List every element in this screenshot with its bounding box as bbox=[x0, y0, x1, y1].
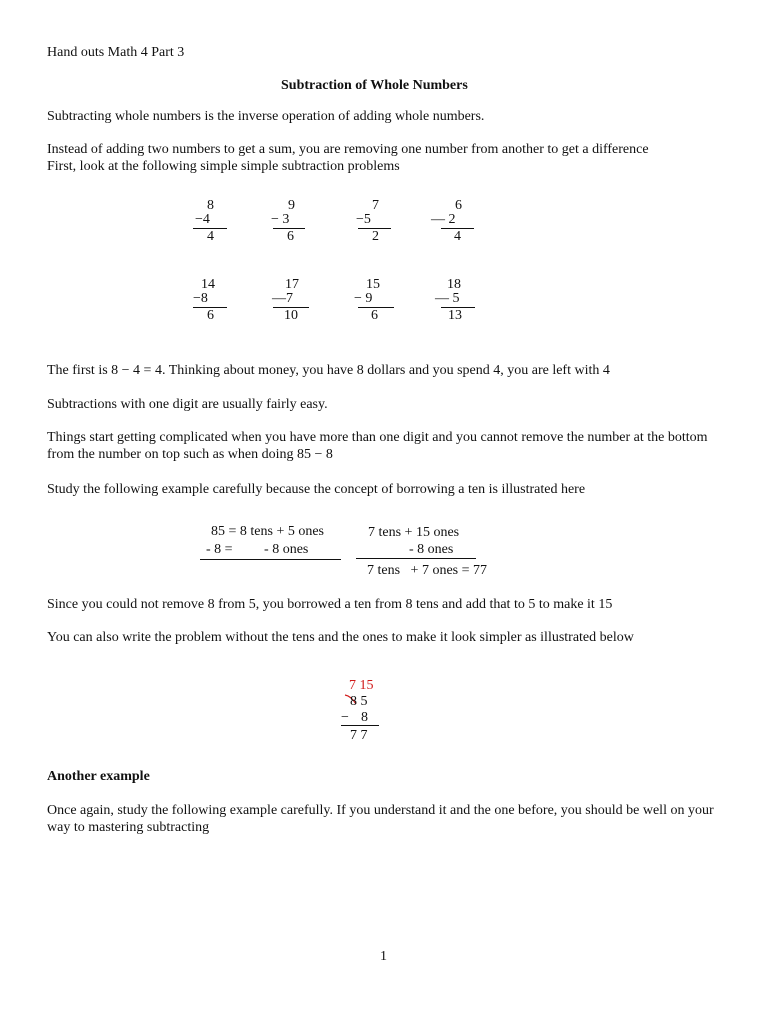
problem-subtrahend: − 9 bbox=[354, 291, 373, 306]
problem-answer: 10 bbox=[284, 308, 298, 323]
paragraph-intro: Subtracting whole numbers is the inverse operation of adding whole numbers. bbox=[47, 109, 485, 124]
problem-card bbox=[356, 198, 416, 254]
borrow-result: 7 tens + 7 ones = 77 bbox=[367, 563, 488, 578]
problem-minuend: 8 bbox=[207, 198, 214, 213]
problem-subtrahend: —7 bbox=[272, 291, 293, 306]
paragraph-borrow-explanation: Since you could not remove 8 from 5, you borrowed a ten from 8 tens and add that to 5 to make it 15 bbox=[47, 597, 613, 612]
problem-subtrahend: − 3 bbox=[271, 212, 290, 227]
section-heading: Another example bbox=[47, 769, 150, 784]
borrow-right-line2: - 8 ones bbox=[409, 542, 454, 557]
problem-card bbox=[271, 198, 331, 254]
problem-card bbox=[431, 198, 491, 254]
document-header: Hand outs Math 4 Part 3 bbox=[47, 45, 185, 60]
problem-answer: 4 bbox=[207, 229, 214, 244]
problem-minuend: 6 bbox=[455, 198, 462, 213]
problem-answer: 4 bbox=[454, 229, 461, 244]
paragraph-money-example: The first is 8 − 4 = 4. Thinking about money, you have 8 dollars and you spend 4, you are left with 4 bbox=[47, 363, 610, 378]
problem-card bbox=[271, 277, 331, 333]
problem-answer: 6 bbox=[371, 308, 378, 323]
problem-answer: 6 bbox=[207, 308, 214, 323]
problem-subtrahend: −4 bbox=[195, 212, 210, 227]
simple-subtrahend: 8 bbox=[361, 710, 368, 725]
simple-rule bbox=[341, 725, 379, 726]
problem-minuend: 15 bbox=[366, 277, 380, 292]
borrow-left-rule bbox=[200, 559, 341, 560]
paragraph-difference: Instead of adding two numbers to get a sum, you are removing one number from another to get a difference bbox=[47, 142, 649, 157]
problem-card bbox=[354, 277, 414, 333]
problem-answer: 13 bbox=[448, 308, 462, 323]
paragraph-once-again: Once again, study the following example carefully. If you understand it and the one before, you should be well on your way to mastering subtracting bbox=[47, 803, 714, 835]
problem-subtrahend: — 2 bbox=[431, 212, 456, 227]
page-number: 1 bbox=[380, 949, 387, 964]
problem-minuend: 9 bbox=[288, 198, 295, 213]
problem-subtrahend: −8 bbox=[193, 291, 208, 306]
problem-minuend: 14 bbox=[201, 277, 215, 292]
paragraph-borrowing-intro: Study the following example carefully because the concept of borrowing a ten is illustrated here bbox=[47, 482, 586, 497]
problem-card bbox=[435, 277, 495, 333]
page-title: Subtraction of Whole Numbers bbox=[281, 78, 468, 93]
paragraph-simpler-form: You can also write the problem without the tens and the ones to make it look simpler as illustrated below bbox=[47, 630, 634, 645]
problem-subtrahend: −5 bbox=[356, 212, 371, 227]
paragraph-simple-problems: First, look at the following simple simple subtraction problems bbox=[47, 159, 400, 174]
problem-minuend: 7 bbox=[372, 198, 379, 213]
problem-card bbox=[191, 277, 251, 333]
problem-answer: 6 bbox=[287, 229, 294, 244]
problem-card bbox=[193, 198, 253, 254]
problem-minuend: 17 bbox=[285, 277, 299, 292]
borrow-marks: 7 15 bbox=[349, 678, 374, 693]
simple-answer: 7 7 bbox=[350, 728, 368, 743]
problem-answer: 2 bbox=[372, 229, 379, 244]
paragraph-complicated: Things start getting complicated when you have more than one digit and you cannot remove the number at the bottom from the number on top such as when doing 85 − 8 bbox=[47, 430, 708, 462]
borrow-right-rule bbox=[356, 558, 476, 559]
simple-minus-sign: − bbox=[341, 710, 349, 725]
problem-subtrahend: — 5 bbox=[435, 291, 460, 306]
borrow-right-line1: 7 tens + 15 ones bbox=[368, 525, 460, 540]
simple-minuend: 8 5 bbox=[350, 694, 368, 709]
problem-minuend: 18 bbox=[447, 277, 461, 292]
borrow-left-line1: 85 = 8 tens + 5 ones bbox=[211, 524, 325, 539]
borrow-left-line2: - 8 = - 8 ones bbox=[206, 542, 309, 557]
paragraph-one-digit: Subtractions with one digit are usually fairly easy. bbox=[47, 397, 328, 412]
